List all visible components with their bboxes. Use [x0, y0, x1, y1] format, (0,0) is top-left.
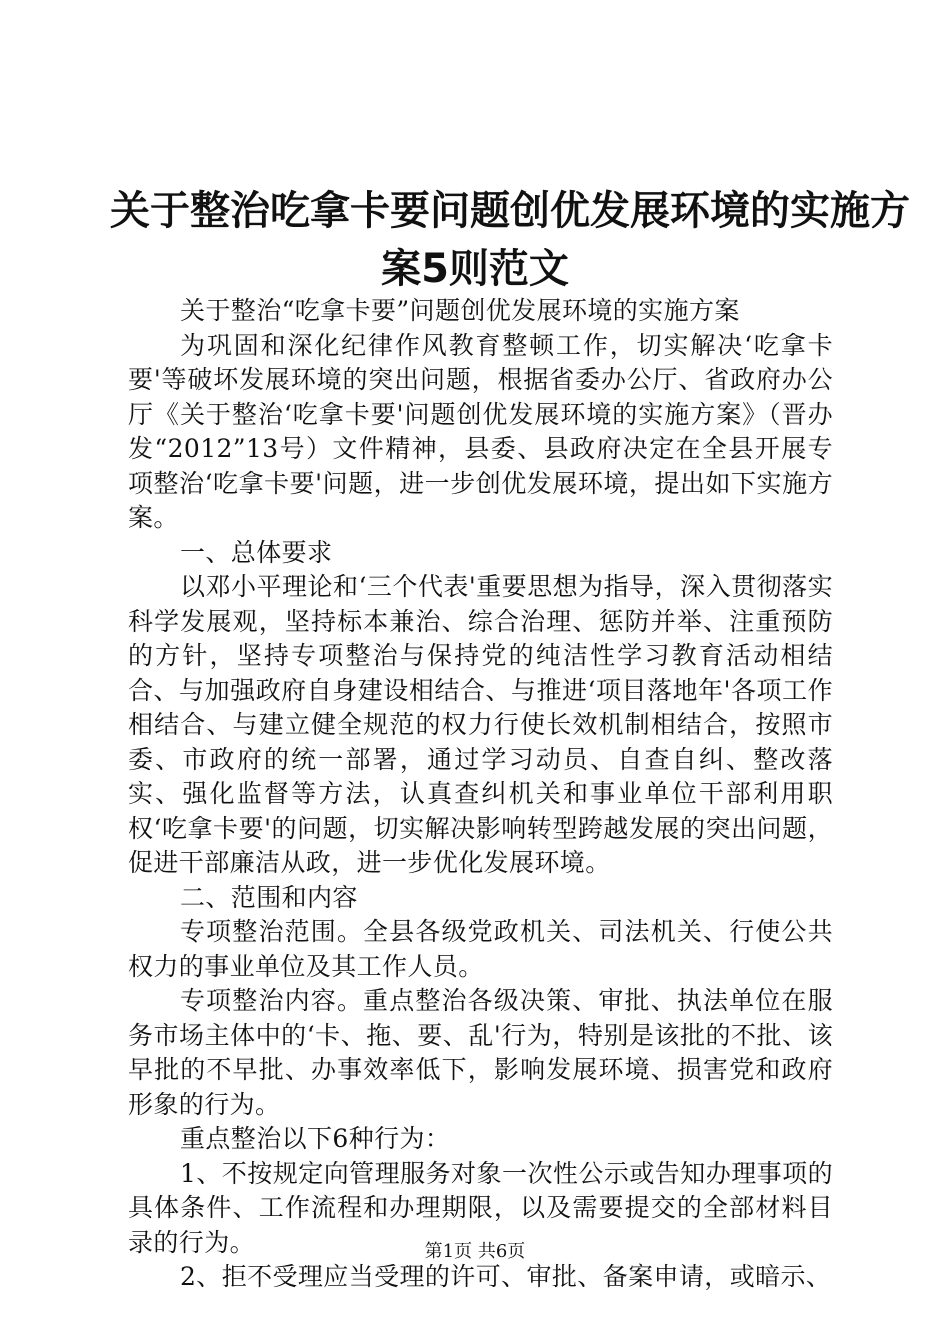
list-item-2: 2、拒不受理应当受理的许可、审批、备案申请，或暗示、	[180, 1262, 832, 1291]
document-title-line-1: 关于整治吃拿卡要问题创优发展环境的实施方	[110, 188, 910, 234]
list-item-1: 1、不按规定向管理服务对象一次性公示或告知办理事项的具体条件、工作流程和办理期限，以及需要提交的全部材料目录的行为。	[128, 1158, 833, 1257]
document-body	[128, 294, 833, 1295]
paragraph-scope: 专项整治范围。全县各级党政机关、司法机关、行使公共权力的事业单位及其工作人员。	[128, 917, 833, 981]
section-heading-2: 二、范围和内容	[180, 882, 358, 912]
paragraph-subtitle: 关于整治“吃拿卡要”问题创优发展环境的实施方案	[180, 296, 740, 325]
document-title-line-2: 案5则范文	[381, 246, 569, 292]
paragraph-six-behaviors: 重点整治以下6种行为：	[180, 1124, 451, 1153]
paragraph-intro: 为巩固和深化纪律作风教育整顿工作，切实解决‘吃拿卡要'等破坏发展环境的突出问题，根据省委办公厅、省政府办公厅《关于整治‘吃拿卡要'问题创优发展环境的实施方案》（晋办发“2012”13号）文件精神，县委、县政府决定在全县开展专项整治‘吃拿卡要'问题，进一步创优发展环境，提出如下实施方案。	[128, 330, 833, 532]
paragraph-content: 专项整治内容。重点整治各级决策、审批、执法单位在服务市场主体中的‘卡、拖、要、乱'行为，特别是该批的不批、该早批的不早批、办事效率低下，影响发展环境、损害党和政府形象的行为。	[128, 986, 833, 1119]
paragraph-general-requirements: 以邓小平理论和‘三个代表'重要思想为指导，深入贯彻落实科学发展观，坚持标本兼治、综合治理、惩防并举、注重预防的方针，坚持专项整治与保持党的纯洁性学习教育活动相结合、与加强政府自身建设相结合、与推进‘项目落地年'各项工作相结合、与建立健全规范的权力行使长效机制相结合，按照市委、市政府的统一部署，通过学习动员、自查自纠、整改落实、强化监督等方法，认真查纠机关和事业单位干部利用职权‘吃拿卡要'的问题，切实解决影响转型跨越发展的突出问题，促进干部廉洁从政，进一步优化发展环境。	[128, 572, 833, 877]
section-heading-1: 一、总体要求	[180, 537, 333, 567]
page-number-footer: 第1页 共6页	[424, 1241, 526, 1262]
